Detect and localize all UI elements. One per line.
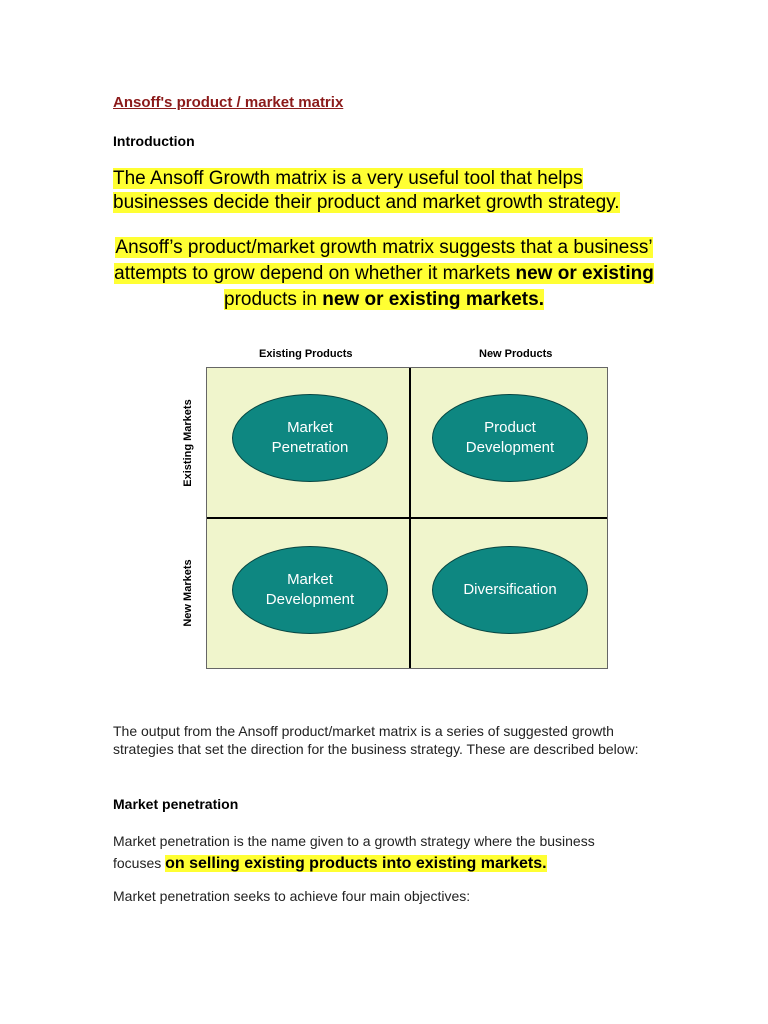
output-paragraph: The output from the Ansoff product/market matrix is a series of suggested growth strategies that set the direction for the business strategy. These are described below: [113,723,639,757]
row-header-new-markets: New Markets [182,559,194,627]
cell-label-line2: Development [465,439,555,456]
mp-text: Market penetration is the name given to a growth strategy where the business focuses [113,833,595,871]
section-heading-market-penetration: Market penetration [113,796,239,812]
lead2-part1: Ansoff’s product/market growth matrix suggests that a business’ attempts to grow depend on whether it markets [114,237,653,284]
ansoff-matrix-diagram [175,342,620,672]
lead-paragraph [113,167,673,215]
objectives-paragraph: Market penetration seeks to achieve four main objectives: [113,888,471,904]
cell-diversification [432,546,588,634]
cell-label-line2: Penetration [271,439,349,456]
cell-product-development [432,394,588,482]
cell-label-line1: Product [484,419,536,436]
row-header-existing-markets: Existing Markets [182,399,194,487]
lead2-part2: products in [224,289,323,310]
lead2-bold1: new or existing [515,263,654,284]
lead2-paragraph [100,235,668,313]
cell-label-line1: Market [287,571,333,588]
grid-horizontal-divider [207,517,607,519]
intro-heading: Introduction [113,133,195,149]
mp-highlight: on selling existing products into existing markets. [165,855,547,872]
cell-label-line2: Development [265,591,355,608]
lead2-bold2: new or existing markets. [322,289,544,310]
lead-text: The Ansoff Growth matrix is a very useful tool that helps businesses decide their product and market growth strategy. [113,168,620,213]
cell-market-penetration [232,394,388,482]
cell-label-line1: Diversification [463,581,557,598]
market-penetration-paragraph [113,830,643,875]
matrix-grid [206,367,608,669]
page-title[interactable]: Ansoff's product / market matrix [113,94,344,111]
col-header-existing-products: Existing Products [259,348,353,360]
col-header-new-products: New Products [479,348,553,360]
cell-label-line1: Market [287,419,333,436]
cell-market-development [232,546,388,634]
